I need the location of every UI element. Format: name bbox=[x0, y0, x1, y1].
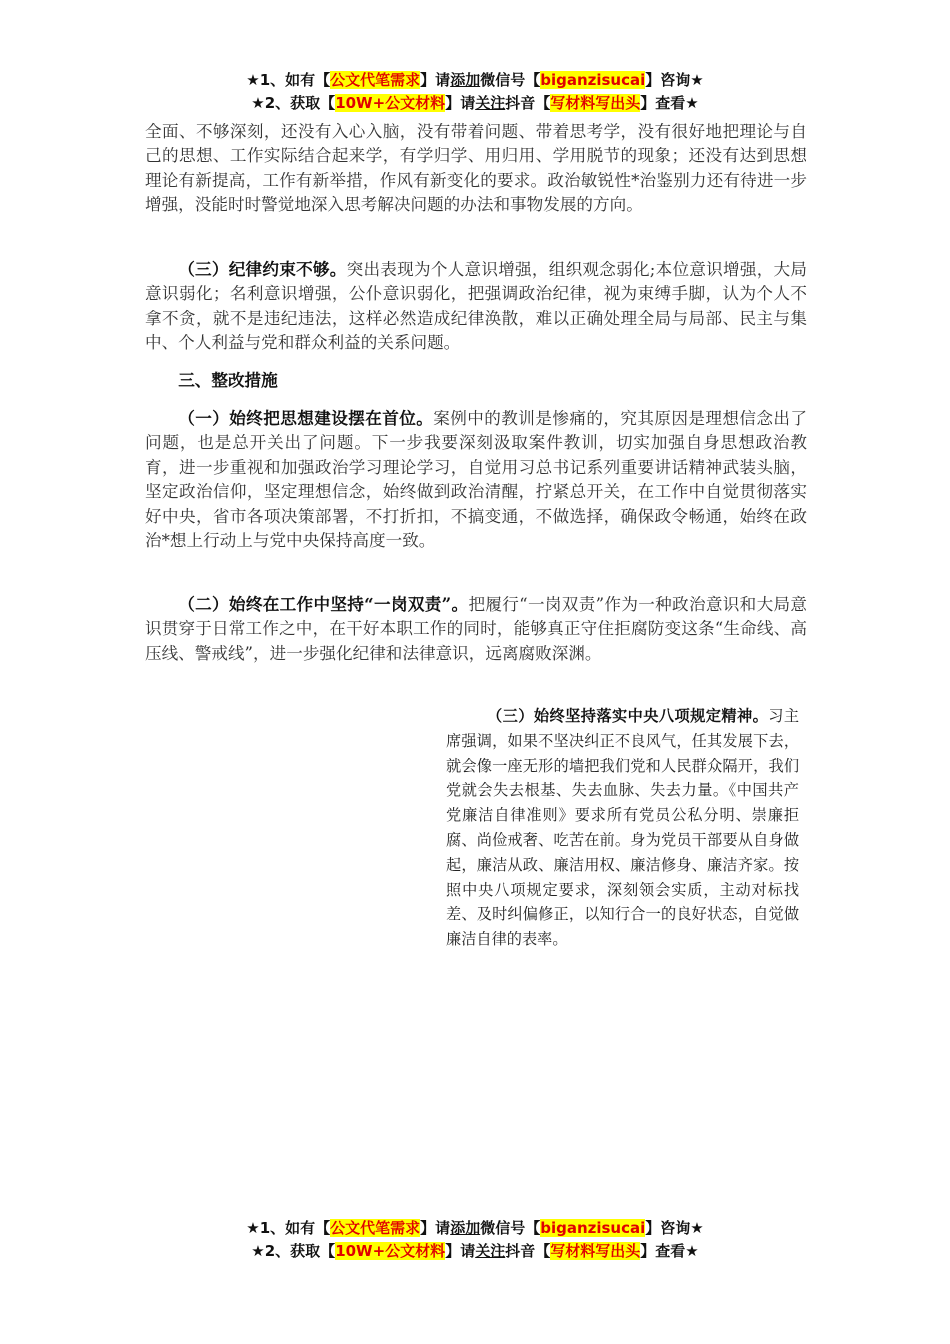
paragraph-measure-3 bbox=[446, 704, 799, 952]
paragraph-body: 习主席强调，如果不坚决纠正不良风气，任其发展下去，就会像一座无形的墙把我们党和人民群众隔开，我们党就会失去根基、失去血脉、失去力量。《中国共产党廉洁自律准则》要求所有党员公私分明、崇廉拒腐、尚俭戒奢、吃苦在前。身为党员干部要从自身做起，廉洁从政、廉洁用权、廉洁修身、廉洁齐家。按照中央八项规定要求，深刻领会实质，主动对标找差、及时纠偏修正，以知行合一的良好状态，自觉做廉洁自律的表率。 bbox=[446, 707, 800, 949]
banner-text: 】查看★ bbox=[640, 94, 699, 112]
banner-text: 微信号【 bbox=[480, 71, 541, 89]
section-heading-text: 三、整改措施 bbox=[178, 370, 278, 390]
highlight-service: 公文代笔需求 bbox=[330, 1219, 421, 1237]
paragraph-measure-2 bbox=[145, 592, 807, 666]
paragraph-body: 案例中的教训是惨痛的，究其原因是理想信念出了问题，也是总开关出了问题。下一步我要深刻汲取案件教训，切实加强自身思想政治教育，进一步重视和加强政治学习理论学习，自觉用习总书记系列重要讲话精神武装头脑，坚定政治信仰，坚定理想信念，始终做到政治清醒，拧紧总开关，在工作中自觉贯彻落实好中央，省市各项决策部署，不打折扣，不搞变通，不做选择，确保政令畅通，始终在政治*想上行动上与党中央保持高度一致。 bbox=[145, 409, 808, 551]
header-banner bbox=[0, 69, 950, 115]
banner-text: 】请 bbox=[420, 71, 451, 89]
paragraph-body: 把履行“一岗双责”作为一种政治意识和大局意识贯穿于日常工作之中，在干好本职工作的同时，能够真正守住拒腐防变这条“生命线、高压线、警戒线”，进一步强化纪律和法律意识，远离腐败深渊。 bbox=[145, 595, 807, 663]
paragraph-continued bbox=[145, 120, 807, 218]
paragraph-body: 突出表现为个人意识增强，组织观念弱化;本位意识增强，大局意识弱化；名利意识增强，公仆意识弱化，把强调政治纪律，视为束缚手脚，认为个人不拿不贪，就不是违纪违法，这样必然造成纪律涣散，难以正确处理全局与局部、民主与集中、个人利益与党和群众利益的关系问题。 bbox=[145, 260, 807, 353]
highlight-douyin-account: 写材料写出头 bbox=[550, 1242, 641, 1260]
highlight-service: 公文代笔需求 bbox=[330, 71, 421, 89]
banner-text: 抖音【 bbox=[505, 94, 551, 112]
paragraph-title: （一）始终把思想建设摆在首位。 bbox=[178, 408, 434, 428]
banner-text: 抖音【 bbox=[505, 1242, 551, 1260]
banner-emphasis: 添加 bbox=[450, 1219, 481, 1237]
highlight-wechat-id: biganzisucai bbox=[540, 1219, 646, 1237]
paragraph-title: （三）始终坚持落实中央八项规定精神。 bbox=[487, 707, 769, 725]
banner-emphasis: 关注 bbox=[475, 94, 506, 112]
banner-text: ★1、如有【 bbox=[246, 1219, 331, 1237]
banner-text: 】咨询★ bbox=[645, 71, 704, 89]
section-heading bbox=[145, 368, 807, 392]
highlight-wechat-id: biganzisucai bbox=[540, 71, 646, 89]
banner-line-2 bbox=[0, 1240, 950, 1263]
banner-line-1 bbox=[0, 69, 950, 92]
banner-line-1 bbox=[0, 1217, 950, 1240]
banner-emphasis: 添加 bbox=[450, 71, 481, 89]
paragraph-text: 全面、不够深刻，还没有入心入脑，没有带着问题、带着思考学，没有很好地把理论与自己的思想、工作实际结合起来学，有学归学、用归用、学用脱节的现象；还没有达到思想理论有新提高，工作有新举措，作风有新变化的要求。政治敏锐性*治鉴别力还有待进一步增强，没能时时警觉地深入思考解决问题的办法和事物发展的方向。 bbox=[145, 122, 807, 215]
highlight-materials: 10W+公文材料 bbox=[335, 94, 446, 112]
banner-text: 】咨询★ bbox=[645, 1219, 704, 1237]
banner-line-2 bbox=[0, 92, 950, 115]
banner-emphasis: 关注 bbox=[475, 1242, 506, 1260]
banner-text: 】请 bbox=[445, 94, 476, 112]
banner-text: 微信号【 bbox=[480, 1219, 541, 1237]
paragraph-measure-1 bbox=[145, 406, 807, 553]
highlight-materials: 10W+公文材料 bbox=[335, 1242, 446, 1260]
paragraph-title: （三）纪律约束不够。 bbox=[178, 259, 347, 279]
banner-text: 】请 bbox=[420, 1219, 451, 1237]
banner-text: 】请 bbox=[445, 1242, 476, 1260]
banner-text: ★2、获取【 bbox=[251, 94, 336, 112]
banner-text: 】查看★ bbox=[640, 1242, 699, 1260]
banner-text: ★2、获取【 bbox=[251, 1242, 336, 1260]
paragraph-discipline bbox=[145, 257, 807, 356]
banner-text: ★1、如有【 bbox=[246, 71, 331, 89]
highlight-douyin-account: 写材料写出头 bbox=[550, 94, 641, 112]
paragraph-title: （二）始终在工作中坚持“一岗双责”。 bbox=[178, 594, 469, 614]
footer-banner bbox=[0, 1217, 950, 1263]
